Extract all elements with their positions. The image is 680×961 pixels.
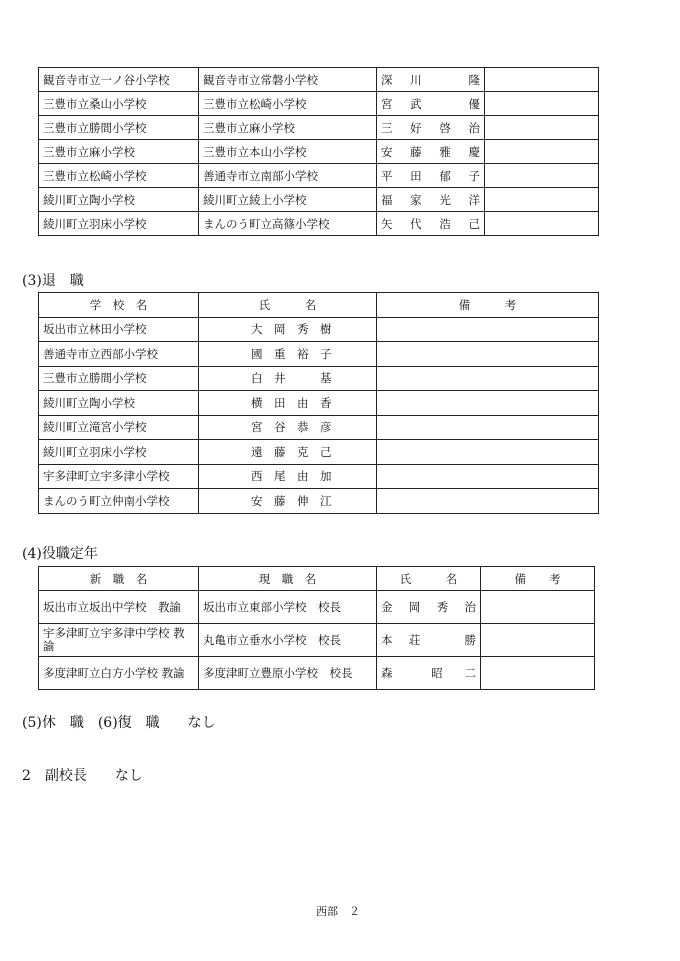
retirement-table <box>38 292 599 514</box>
person-name-cell: 横 田 由 香 <box>199 391 377 416</box>
table-row <box>39 489 599 514</box>
table-header-row <box>39 293 599 318</box>
new-position-cell: 多度津町立白方小学校 教諭 <box>39 657 199 690</box>
new-position-cell: 坂出市立坂出中学校 教諭 <box>39 591 199 624</box>
person-name-cell: 大 岡 秀 樹 <box>199 317 377 342</box>
remarks-cell <box>377 489 599 514</box>
old-school-cell: 三豊市立勝間小学校 <box>39 116 199 140</box>
school-cell: 宇多津町立宇多津小学校 <box>39 464 199 489</box>
person-name-cell: 森 昭 二 <box>377 657 481 690</box>
table-row <box>39 116 599 140</box>
current-position-header: 現 職 名 <box>199 567 377 591</box>
table-row <box>39 366 599 391</box>
old-school-cell: 観音寺市立一ノ谷小学校 <box>39 68 199 92</box>
new-school-cell: 観音寺市立常磐小学校 <box>199 68 377 92</box>
new-position-header: 新 職 名 <box>39 567 199 591</box>
current-position-cell: 多度津町立豊原小学校 校長 <box>199 657 377 690</box>
person-name-cell: 金 岡 秀 治 <box>377 591 481 624</box>
table-row <box>39 92 599 116</box>
school-cell: 善通寺市立西部小学校 <box>39 342 199 367</box>
name-header: 氏 名 <box>377 567 481 591</box>
person-name-cell: 遠 藤 克 己 <box>199 440 377 465</box>
remarks-header: 備 考 <box>377 293 599 318</box>
table-row <box>39 440 599 465</box>
vice-principal-line: 2 副校長 なし <box>22 768 143 784</box>
school-cell: 三豊市立勝間小学校 <box>39 366 199 391</box>
old-school-cell: 綾川町立羽床小学校 <box>39 212 199 236</box>
remarks-cell <box>481 624 595 657</box>
old-school-cell: 三豊市立松崎小学校 <box>39 164 199 188</box>
old-school-cell: 綾川町立陶小学校 <box>39 188 199 212</box>
new-school-cell: 綾川町立綾上小学校 <box>199 188 377 212</box>
remarks-cell <box>377 391 599 416</box>
school-cell: まんのう町立仲南小学校 <box>39 489 199 514</box>
new-school-cell: 三豊市立本山小学校 <box>199 140 377 164</box>
remarks-cell <box>485 92 599 116</box>
table-header-row <box>39 567 595 591</box>
school-cell: 綾川町立羽床小学校 <box>39 440 199 465</box>
new-school-cell: まんのう町立高篠小学校 <box>199 212 377 236</box>
person-name-cell: 三 好 啓 治 <box>377 116 485 140</box>
remarks-cell <box>485 140 599 164</box>
school-header: 学 校 名 <box>39 293 199 318</box>
person-name-cell: 西 尾 由 加 <box>199 464 377 489</box>
person-name-cell: 國 重 裕 子 <box>199 342 377 367</box>
table-row <box>39 657 595 690</box>
page-number: 西部 ２ <box>316 905 360 918</box>
person-name-cell: 平 田 郁 子 <box>377 164 485 188</box>
current-position-cell: 坂出市立東部小学校 校長 <box>199 591 377 624</box>
table-row <box>39 624 595 657</box>
person-name-cell: 矢 代 浩 己 <box>377 212 485 236</box>
retirement-heading: (3)退 職 <box>22 273 84 289</box>
remarks-cell <box>485 164 599 188</box>
remarks-cell <box>481 591 595 624</box>
name-header: 氏 名 <box>199 293 377 318</box>
role-retirement-table <box>38 566 595 690</box>
remarks-cell <box>377 342 599 367</box>
old-school-cell: 三豊市立麻小学校 <box>39 140 199 164</box>
leave-return-line: (5)休 職 (6)復 職 なし <box>22 715 216 731</box>
table-row <box>39 164 599 188</box>
table-row <box>39 188 599 212</box>
table-row <box>39 464 599 489</box>
new-school-cell: 善通寺市立南部小学校 <box>199 164 377 188</box>
person-name-cell: 宮 谷 恭 彦 <box>199 415 377 440</box>
remarks-cell <box>377 440 599 465</box>
new-school-cell: 三豊市立麻小学校 <box>199 116 377 140</box>
current-position-cell: 丸亀市立垂水小学校 校長 <box>199 624 377 657</box>
school-cell: 綾川町立滝宮小学校 <box>39 415 199 440</box>
table-row <box>39 391 599 416</box>
table-row <box>39 415 599 440</box>
remarks-header: 備 考 <box>481 567 595 591</box>
person-name-cell: 安 藤 伸 江 <box>199 489 377 514</box>
remarks-cell <box>377 464 599 489</box>
new-school-cell: 三豊市立松崎小学校 <box>199 92 377 116</box>
remarks-cell <box>481 657 595 690</box>
school-cell: 綾川町立陶小学校 <box>39 391 199 416</box>
person-name-cell: 本 荘 勝 <box>377 624 481 657</box>
table-row <box>39 591 595 624</box>
old-school-cell: 三豊市立桑山小学校 <box>39 92 199 116</box>
remarks-cell <box>377 415 599 440</box>
remarks-cell <box>485 68 599 92</box>
person-name-cell: 宮 武 優 <box>377 92 485 116</box>
school-cell: 坂出市立林田小学校 <box>39 317 199 342</box>
remarks-cell <box>485 212 599 236</box>
remarks-cell <box>485 188 599 212</box>
transfer-table <box>38 67 599 236</box>
person-name-cell: 福 家 光 洋 <box>377 188 485 212</box>
role-retirement-heading: (4)役職定年 <box>22 546 98 562</box>
table-row <box>39 140 599 164</box>
person-name-cell: 白 井 基 <box>199 366 377 391</box>
remarks-cell <box>485 116 599 140</box>
table-row <box>39 317 599 342</box>
remarks-cell <box>377 317 599 342</box>
person-name-cell: 深 川 隆 <box>377 68 485 92</box>
new-position-cell: 宇多津町立宇多津中学校 教諭 <box>39 624 199 657</box>
person-name-cell: 安 藤 雅 慶 <box>377 140 485 164</box>
remarks-cell <box>377 366 599 391</box>
table-row <box>39 212 599 236</box>
table-row <box>39 342 599 367</box>
table-row <box>39 68 599 92</box>
